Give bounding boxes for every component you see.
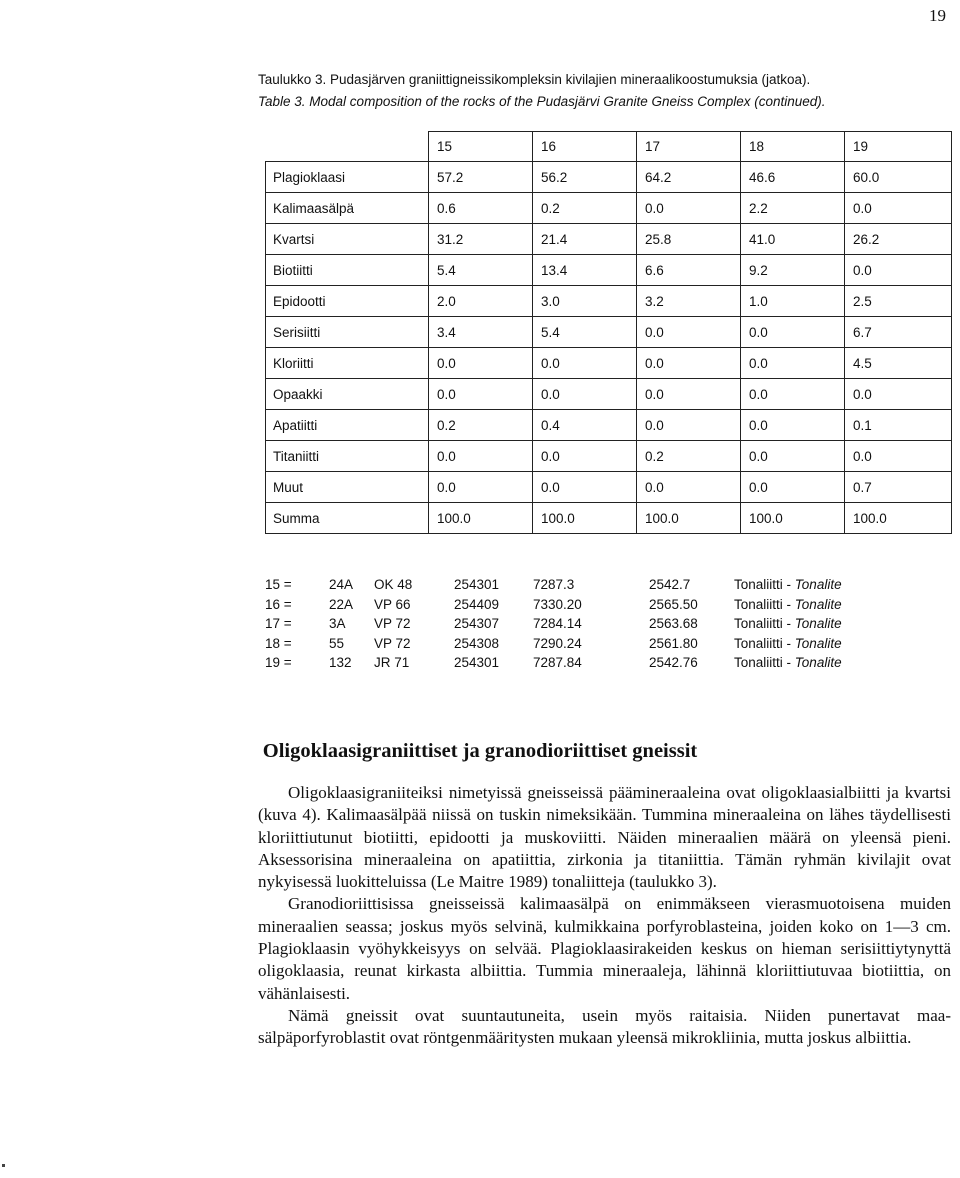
table-row: [266, 348, 952, 379]
mineral-value: 100.0: [845, 503, 952, 534]
paragraph: Oligoklaasigraniiteiksi nimetyissä gneisseissä päämineraaleina ovat oligoklaasialbiitti ja kvartsi (kuva 4). Kalimaasälpää niissä on tuskin nimeksikään. Tummina mineraaleina on lähes täydellisesti kloriittiutunut biotiitti, epidootti ja muskoviitti. Näiden mineraalien määrä on yleensä pieni. Aksessorisina mineraaleina on apatiittia, zirkonia ja titaniittia. Tämän ryhmän kivilajit ovat nykyisessä luokitteluissa (Le Maitre 1989) tonaliitteja (taulukko 3).: [258, 783, 951, 892]
table-caption-english: Table 3. Modal composition of the rocks of the Pudasjärvi Granite Gneiss Complex (continued).: [258, 94, 826, 109]
mineral-label: Opaakki: [266, 379, 429, 410]
sample-number: 19 =: [265, 655, 292, 670]
mineral-label: Kalimaasälpä: [266, 193, 429, 224]
mineral-value: 0.0: [637, 348, 741, 379]
map-sheet: 254409: [454, 596, 500, 612]
mineral-value: 21.4: [533, 224, 637, 255]
sample-site: VP 66: [374, 596, 411, 612]
mineral-value: 0.0: [637, 472, 741, 503]
mineral-label: Kloriitti: [266, 348, 429, 379]
mineral-label: Apatiitti: [266, 410, 429, 441]
mineral-label: Epidootti: [266, 286, 429, 317]
mineral-label: Titaniitti: [266, 441, 429, 472]
table-row: [266, 441, 952, 472]
sample-code: 24A: [329, 577, 354, 592]
mineral-value: 0.0: [429, 379, 533, 410]
rock-type-english: Tonalite: [794, 596, 842, 612]
mineral-label: Serisiitti: [266, 317, 429, 348]
mineral-value: 0.0: [429, 348, 533, 379]
mineral-value: 0.7: [845, 472, 952, 503]
mineral-value: 100.0: [429, 503, 533, 534]
mineral-value: 0.6: [429, 193, 533, 224]
mineral-value: 0.0: [845, 441, 952, 472]
mineral-value: 0.2: [429, 410, 533, 441]
mineral-value: 0.4: [533, 410, 637, 441]
rock-type: [734, 616, 842, 631]
rock-type: [734, 597, 842, 612]
mineral-label: Plagioklaasi: [266, 162, 429, 193]
mineral-value: 5.4: [533, 317, 637, 348]
mineral-value: 0.0: [533, 472, 637, 503]
mineral-value: 0.0: [429, 472, 533, 503]
mineral-value: 0.0: [533, 441, 637, 472]
modal-composition-table: [265, 131, 952, 534]
sample-site: VP 72: [374, 616, 411, 631]
sample-number: 18 =: [265, 635, 292, 651]
mineral-value: 0.0: [637, 193, 741, 224]
rock-type-finnish: Tonaliitti -: [734, 655, 792, 670]
rock-type-english: Tonalite: [794, 616, 842, 631]
paragraph: Nämä gneissit ovat suuntautuneita, usein myös raitaisia. Niiden punertavat maasälpäporfyroblastit ovat röntgenmääritysten mukaan yleensä mikrokliinia, mutta joskus albiittia.: [258, 1005, 951, 1048]
coordinate-y: 2561.80: [649, 635, 698, 651]
rock-type-finnish: Tonaliitti -: [734, 635, 792, 651]
table-caption-finnish: Taulukko 3. Pudasjärven graniittigneissikompleksin kivilajien mineraalikoostumuksia (jatkoa).: [258, 72, 811, 87]
table-header-row: [266, 132, 952, 162]
mineral-value: 2.0: [429, 286, 533, 317]
mineral-value: 60.0: [845, 162, 952, 193]
column-header: 15: [429, 132, 533, 162]
mineral-value: 25.8: [637, 224, 741, 255]
mineral-value: 41.0: [741, 224, 845, 255]
rock-type-english: Tonalite: [794, 577, 842, 592]
mineral-value: 5.4: [429, 255, 533, 286]
mineral-value: 26.2: [845, 224, 952, 255]
coordinate-y: 2563.68: [649, 616, 698, 631]
rock-type-finnish: Tonaliitti -: [734, 596, 792, 612]
sample-number: 17 =: [265, 616, 292, 631]
mineral-value: 0.0: [741, 472, 845, 503]
mineral-value: 3.4: [429, 317, 533, 348]
mineral-label: Kvartsi: [266, 224, 429, 255]
mineral-value: 0.0: [741, 348, 845, 379]
rock-type-english: Tonalite: [794, 635, 842, 651]
sample-site: JR 71: [374, 655, 410, 670]
table-row: [266, 410, 952, 441]
mineral-value: 0.0: [741, 317, 845, 348]
mineral-value: 0.0: [845, 255, 952, 286]
rock-type: [734, 655, 842, 670]
map-sheet: 254308: [454, 635, 500, 651]
mineral-value: 0.0: [533, 379, 637, 410]
map-sheet: 254307: [454, 616, 500, 631]
mineral-value: 0.0: [637, 317, 741, 348]
mineral-value: 31.2: [429, 224, 533, 255]
coordinate-x: 7284.14: [533, 616, 582, 631]
table-row: [266, 162, 952, 193]
mineral-value: 0.2: [533, 193, 637, 224]
sample-code: 55: [329, 635, 345, 651]
coordinate-x: 7290.24: [533, 635, 582, 651]
coordinate-x: 7287.3: [533, 577, 575, 592]
column-header: 18: [741, 132, 845, 162]
map-sheet: 254301: [454, 577, 500, 592]
column-header: 17: [637, 132, 741, 162]
table-row: [266, 193, 952, 224]
mineral-value: 2.2: [741, 193, 845, 224]
column-header: 16: [533, 132, 637, 162]
mineral-label: Muut: [266, 472, 429, 503]
margin-mark: [2, 1164, 5, 1167]
table-row: [266, 503, 952, 534]
mineral-value: 0.0: [741, 379, 845, 410]
coordinate-y: 2542.76: [649, 655, 698, 670]
rock-type: [734, 577, 842, 592]
mineral-value: 100.0: [533, 503, 637, 534]
mineral-value: 3.2: [637, 286, 741, 317]
mineral-value: 1.0: [741, 286, 845, 317]
mineral-value: 4.5: [845, 348, 952, 379]
mineral-value: 9.2: [741, 255, 845, 286]
mineral-value: 0.1: [845, 410, 952, 441]
mineral-value: 64.2: [637, 162, 741, 193]
column-header: 19: [845, 132, 952, 162]
sample-code: 132: [329, 655, 352, 670]
mineral-value: 0.0: [533, 348, 637, 379]
page-number: 19: [929, 6, 946, 25]
sample-number: 16 =: [265, 596, 292, 612]
mineral-value: 0.0: [429, 441, 533, 472]
rock-type-finnish: Tonaliitti -: [734, 577, 792, 592]
mineral-value: 100.0: [637, 503, 741, 534]
mineral-value: 57.2: [429, 162, 533, 193]
rock-type-finnish: Tonaliitti -: [734, 616, 792, 631]
mineral-value: 0.0: [741, 441, 845, 472]
table-row: [266, 286, 952, 317]
mineral-value: 6.6: [637, 255, 741, 286]
mineral-value: 0.0: [637, 410, 741, 441]
table-corner-cell: [266, 132, 429, 162]
sample-site: OK 48: [374, 577, 413, 592]
mineral-value: 0.0: [637, 379, 741, 410]
sample-number: 15 =: [265, 577, 292, 592]
mineral-value: 100.0: [741, 503, 845, 534]
mineral-value: 13.4: [533, 255, 637, 286]
rock-type: [734, 636, 842, 651]
table-row: [266, 472, 952, 503]
sample-code: 22A: [329, 596, 354, 612]
mineral-value: 0.0: [741, 410, 845, 441]
coordinate-x: 7287.84: [533, 655, 582, 670]
table-row: [266, 255, 952, 286]
mineral-value: 56.2: [533, 162, 637, 193]
map-sheet: 254301: [454, 655, 500, 670]
mineral-value: 46.6: [741, 162, 845, 193]
coordinate-y: 2542.7: [649, 577, 691, 592]
mineral-value: 0.0: [845, 193, 952, 224]
table-row: [266, 224, 952, 255]
mineral-value: 0.2: [637, 441, 741, 472]
mineral-value: 3.0: [533, 286, 637, 317]
coordinate-y: 2565.50: [649, 596, 698, 612]
mineral-value: 2.5: [845, 286, 952, 317]
mineral-value: 6.7: [845, 317, 952, 348]
table-row: [266, 317, 952, 348]
mineral-label: Biotiitti: [266, 255, 429, 286]
body-text: [258, 782, 951, 1050]
sample-site: VP 72: [374, 635, 411, 651]
section-heading: Oligoklaasigraniittiset ja granodioriittiset gneissit: [262, 740, 698, 762]
table-row: [266, 379, 952, 410]
paragraph: Granodioriittisissa gneisseissä kalimaasälpä on enimmäkseen vierasmuotoisena muiden mineraalien seassa; joskus myös selvinä, kulmikkaina porfyroblasteina, joiden koko on 1—3 cm. Plagioklaasin vyöhykkeisyys on selvää. Plagioklaasirakeiden keskus on hieman serisiittiytynyttä oligoklaasia, reunat kirkasta albiittia. Tummia mineraaleja, lähinnä kloriittiutuvaa biotiittia, on vähänlaisesti.: [258, 894, 951, 1003]
coordinate-x: 7330.20: [533, 596, 582, 612]
mineral-value: 0.0: [845, 379, 952, 410]
sample-code: 3A: [329, 616, 346, 631]
mineral-label: Summa: [266, 503, 429, 534]
rock-type-english: Tonalite: [794, 655, 842, 670]
